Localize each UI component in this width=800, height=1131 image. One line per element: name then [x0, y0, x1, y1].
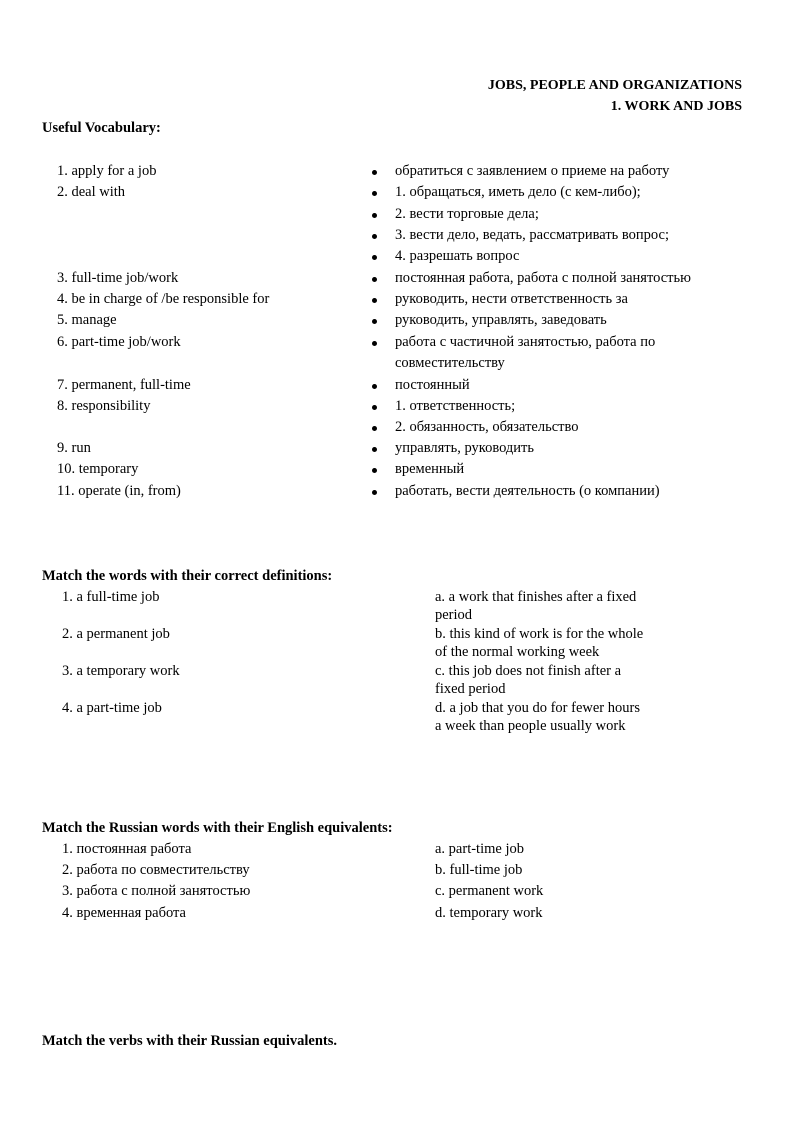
- document-subtitle: 1. WORK AND JOBS: [610, 99, 742, 114]
- vocab-translation: обратиться с заявлением о приеме на работу: [395, 163, 670, 179]
- vocab-term: 3. full-time job/work: [57, 270, 179, 286]
- exercise1-definition: b. this kind of work is for the whole: [435, 626, 644, 642]
- exercise2-equivalent: b. full-time job: [435, 862, 523, 878]
- exercise2-item: 1. постоянная работа: [62, 841, 192, 857]
- exercise1-definition: a. a work that finishes after a fixed: [435, 589, 637, 605]
- vocab-term: 7. permanent, full-time: [57, 377, 191, 393]
- exercise2-item: 3. работа с полной занятостью: [62, 883, 251, 899]
- exercise1-definition: c. this job does not finish after a: [435, 663, 622, 679]
- exercise1-definition: of the normal working week: [435, 644, 600, 660]
- bullet-marker: [372, 426, 377, 431]
- vocab-translation: работать, вести деятельность (о компании): [395, 483, 660, 499]
- bullet-marker: [372, 234, 377, 239]
- exercise2-item: 4. временная работа: [62, 905, 186, 921]
- vocab-translation: постоянная работа, работа с полной занятостью: [395, 270, 691, 286]
- exercise1-definition: a week than people usually work: [435, 718, 626, 734]
- bullet-marker: [372, 213, 377, 218]
- exercise1-item: 2. a permanent job: [62, 626, 170, 642]
- bullet-marker: [372, 319, 377, 324]
- bullet-marker: [372, 255, 377, 260]
- vocabulary-heading: Useful Vocabulary:: [42, 120, 161, 136]
- exercise1-heading: Match the words with their correct definitions:: [42, 568, 333, 584]
- vocab-translation: 4. разрешать вопрос: [395, 248, 520, 264]
- vocab-translation: руководить, нести ответственность за: [395, 291, 628, 307]
- bullet-marker: [372, 384, 377, 389]
- vocab-term: 1. apply for a job: [57, 163, 157, 179]
- bullet-marker: [372, 170, 377, 175]
- exercise2-heading: Match the Russian words with their English equivalents:: [42, 820, 393, 836]
- vocab-translation: управлять, руководить: [395, 440, 534, 456]
- exercise1-item: 3. a temporary work: [62, 663, 180, 679]
- bullet-marker: [372, 447, 377, 452]
- bullet-marker: [372, 191, 377, 196]
- vocab-translation: временный: [395, 461, 465, 477]
- vocab-term: 2. deal with: [57, 184, 126, 200]
- exercise2-item: 2. работа по совместительству: [62, 862, 250, 878]
- vocab-translation: постоянный: [395, 377, 470, 393]
- exercise1-item: 1. a full-time job: [62, 589, 160, 605]
- exercise1-item: 4. a part-time job: [62, 700, 162, 716]
- vocab-term: 11. operate (in, from): [57, 483, 181, 499]
- vocab-term: 6. part-time job/work: [57, 334, 181, 350]
- document-title: JOBS, PEOPLE AND ORGANIZATIONS: [487, 78, 742, 93]
- vocab-term: 10. temporary: [57, 461, 139, 477]
- exercise2-equivalent: d. temporary work: [435, 905, 543, 921]
- vocab-translation: 2. обязанность, обязательство: [395, 419, 579, 435]
- vocab-term: 9. run: [57, 440, 91, 456]
- exercise2-equivalent: a. part-time job: [435, 841, 524, 857]
- bullet-marker: [372, 298, 377, 303]
- vocab-term: 5. manage: [57, 312, 117, 328]
- vocab-translation: 3. вести дело, ведать, рассматривать вопрос;: [395, 227, 669, 243]
- vocab-term: 8. responsibility: [57, 398, 151, 414]
- vocab-translation: 1. обращаться, иметь дело (с кем-либо);: [395, 184, 641, 200]
- exercise2-equivalent: c. permanent work: [435, 883, 544, 899]
- vocab-translation: руководить, управлять, заведовать: [395, 312, 607, 328]
- bullet-marker: [372, 468, 377, 473]
- bullet-marker: [372, 277, 377, 282]
- exercise1-definition: d. a job that you do for fewer hours: [435, 700, 640, 716]
- vocab-term: 4. be in charge of /be responsible for: [57, 291, 270, 307]
- bullet-marker: [372, 405, 377, 410]
- vocab-translation: 2. вести торговые дела;: [395, 206, 539, 222]
- vocab-translation: 1. ответственность;: [395, 398, 516, 414]
- vocab-translation: работа с частичной занятостью, работа по: [395, 334, 656, 350]
- bullet-marker: [372, 341, 377, 346]
- exercise1-definition: fixed period: [435, 681, 506, 697]
- vocab-translation: совместительству: [395, 355, 505, 371]
- exercise1-definition: period: [435, 607, 473, 623]
- bullet-marker: [372, 490, 377, 495]
- exercise3-heading: Match the verbs with their Russian equivalents.: [42, 1033, 337, 1049]
